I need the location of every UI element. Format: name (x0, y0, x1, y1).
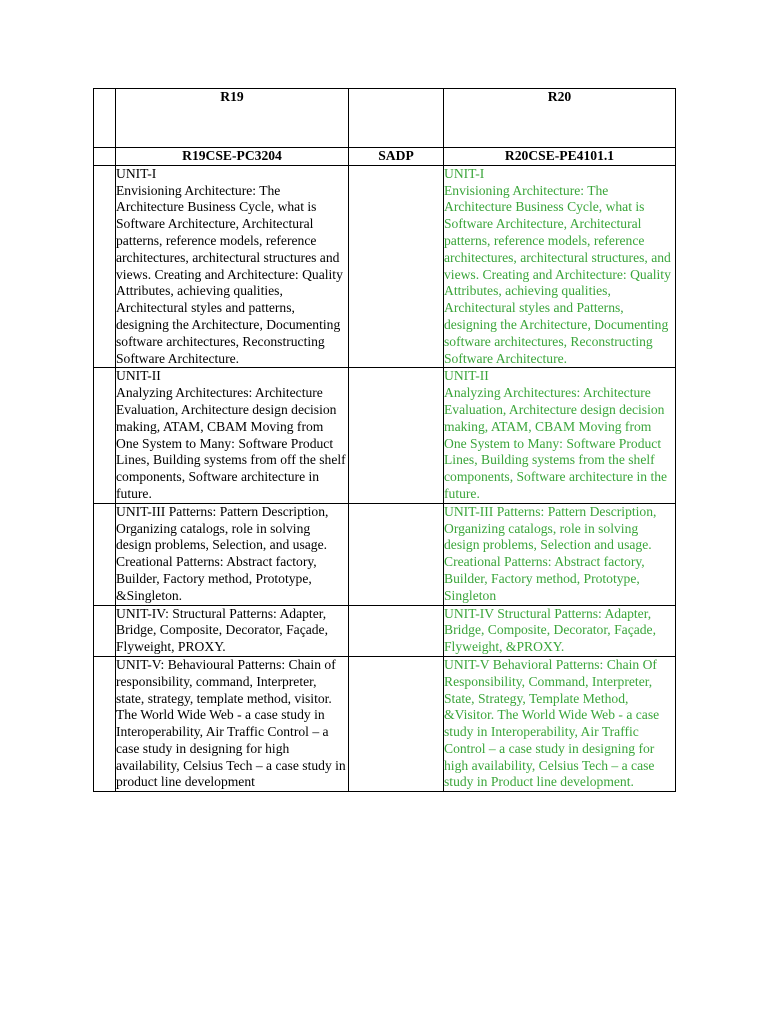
blank-cell (349, 656, 444, 791)
blank-cell (349, 368, 444, 503)
blank-cell (94, 89, 116, 148)
table-row (94, 656, 676, 791)
header-row (94, 89, 676, 148)
r19-unit-5: UNIT-V: Behavioural Patterns: Chain of responsibility, command, Interpreter, state, strategy, template method, visitor. The World Wide Web - a case study in Interoperability, Air Traffic Control – a case study in designing for high availability, Celsius Tech – a case study in product line development (116, 656, 349, 791)
blank-cell (94, 165, 116, 368)
blank-cell (94, 503, 116, 605)
blank-cell (349, 605, 444, 656)
r20-unit-5: UNIT-V Behavioral Patterns: Chain Of Responsibility, Command, Interpreter, State, Strategy, Template Method, &Visitor. The World Wide Web - a case study in Interoperability, Air Traffic Control – a case study in designing for high availability, Celsius Tech – a case study in Product line development. (444, 656, 676, 791)
r19-unit-1: UNIT-I Envisioning Architecture: The Architecture Business Cycle, what is Software Architecture, Architectural patterns, reference models, reference architectures, architectural structures and views. Creating and Architecture: Quality Attributes, achieving qualities, Architectural styles and patterns, designing the Architecture, Documenting software architectures, Reconstructing Software Architecture. (116, 165, 349, 368)
r19-unit-3: UNIT-III Patterns: Pattern Description, Organizing catalogs, role in solving design problems, Selection, and usage. Creational Patterns: Abstract factory, Builder, Factory method, Prototype, &Singleton. (116, 503, 349, 605)
blank-cell (94, 368, 116, 503)
r20-course-code: R20CSE-PE4101.1 (444, 148, 676, 166)
r20-header: R20 (444, 89, 676, 148)
table-row (94, 503, 676, 605)
blank-cell (349, 89, 444, 148)
blank-cell (349, 165, 444, 368)
blank-cell (94, 656, 116, 791)
r20-unit-2: UNIT-II Analyzing Architectures: Architecture Evaluation, Architecture design decision making, ATAM, CBAM Moving from One System to Many: Software Product Lines, Building systems from the shelf components, Software architecture in the future. (444, 368, 676, 503)
blank-cell (349, 503, 444, 605)
syllabus-comparison-table (93, 88, 676, 792)
subject-abbreviation: SADP (349, 148, 444, 166)
r19-unit-2: UNIT-II Analyzing Architectures: Architecture Evaluation, Architecture design decision making, ATAM, CBAM Moving from One System to Many: Software Product Lines, Building systems from off the shelf components, Software architecture in future. (116, 368, 349, 503)
table-row (94, 605, 676, 656)
blank-cell (94, 148, 116, 166)
r20-unit-4: UNIT-IV Structural Patterns: Adapter, Bridge, Composite, Decorator, Façade, Flyweight, &PROXY. (444, 605, 676, 656)
r20-unit-1: UNIT-I Envisioning Architecture: The Architecture Business Cycle, what is Software Architecture, Architectural patterns, reference models, reference architectures, architectural structures, and views. Creating and Architecture: Quality Attributes, achieving qualities, Architectural styles and Patterns, designing the Architecture, Documenting software architectures, Reconstructing Software Architecture. (444, 165, 676, 368)
r19-unit-4: UNIT-IV: Structural Patterns: Adapter, Bridge, Composite, Decorator, Façade, Flyweight, PROXY. (116, 605, 349, 656)
table-row (94, 368, 676, 503)
blank-cell (94, 605, 116, 656)
r19-course-code: R19CSE-PC3204 (116, 148, 349, 166)
r19-header: R19 (116, 89, 349, 148)
r20-unit-3: UNIT-III Patterns: Pattern Description, Organizing catalogs, role in solving design problems, Selection and usage. Creational Patterns: Abstract factory, Builder, Factory method, Prototype, Singleton (444, 503, 676, 605)
table-row (94, 165, 676, 368)
code-row (94, 148, 676, 166)
